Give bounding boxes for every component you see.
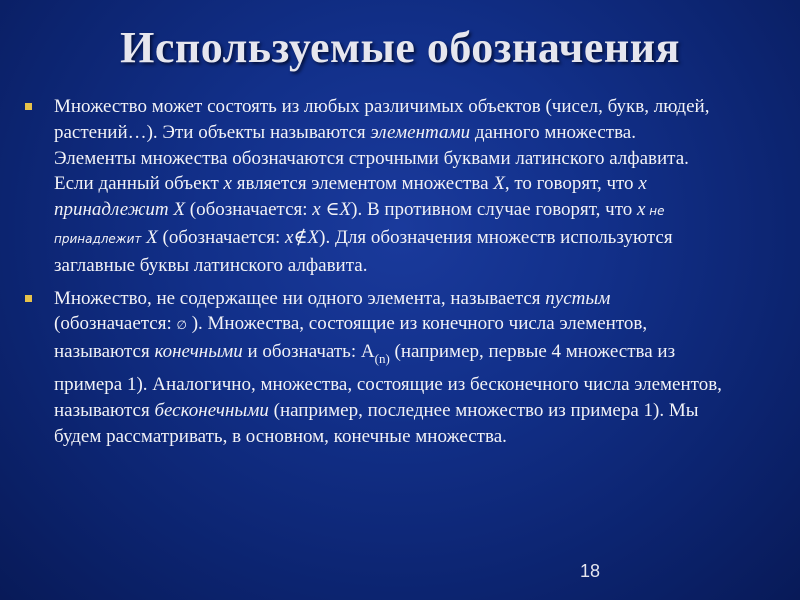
term-not-belongs: не принадлежит [54, 204, 665, 246]
term-infinite: бесконечными [154, 399, 269, 421]
term-belongs: x принадлежит X [54, 173, 647, 221]
bullet-item-2 [22, 286, 722, 450]
square-bullet-icon [25, 103, 32, 110]
term-elements: элементами [370, 121, 471, 143]
text-run: является элементом множества [231, 173, 494, 195]
text-run: , то говорят, что [504, 173, 639, 195]
bullet-item-1 [22, 94, 722, 279]
symbol-set-x: X [493, 173, 505, 195]
text-run: ). В противном случае говорят, что [351, 199, 638, 221]
notation-not-element-of: x∉X [285, 226, 320, 248]
text-run: (обозначается: [157, 226, 286, 248]
text-run: Множество может состоять из любых различимых объектов (чисел, букв, людей, растений…). Эти объекты называются [54, 96, 710, 143]
square-bullet-icon [25, 295, 32, 302]
text-run: ). Множества, состоящие из конечного числа элементов, называются [54, 313, 648, 363]
term-empty: пустым [545, 287, 611, 309]
symbol-set-x: X [141, 226, 158, 248]
text-run: (обозначается: [185, 199, 313, 221]
slide-title: Используемые обозначения [120, 23, 680, 72]
text-run: ). Для обозначения множеств используются заглавные буквы латинского алфавита. [54, 226, 673, 276]
text-run: Множество, не содержащее ни одного элемента, называется [54, 287, 546, 309]
term-finite: конечными [154, 341, 243, 363]
text-run: и обозначать: А [242, 341, 375, 363]
subscript-n: (n) [374, 351, 390, 367]
slide-body [22, 94, 722, 449]
text-run: данного множества. Элементы множества обозначаются строчными буквами латинского алфавита. Если данный объект [54, 121, 689, 195]
text-run: (обозначается: [54, 313, 177, 335]
text-run: (например, первые 4 множества из примера 1). Аналогично, множества, состоящие из бесконечного числа элементов, называются [54, 341, 722, 421]
empty-set-icon: ∅ [176, 318, 187, 333]
page-number: 18 [580, 561, 601, 581]
symbol-x: x [637, 199, 646, 221]
text-run: (например, последнее множество из примера 1). Мы будем рассматривать, в основном, конечные множества. [54, 399, 699, 447]
symbol-x: x [223, 173, 232, 195]
notation-element-of: x ∈X [312, 199, 352, 221]
